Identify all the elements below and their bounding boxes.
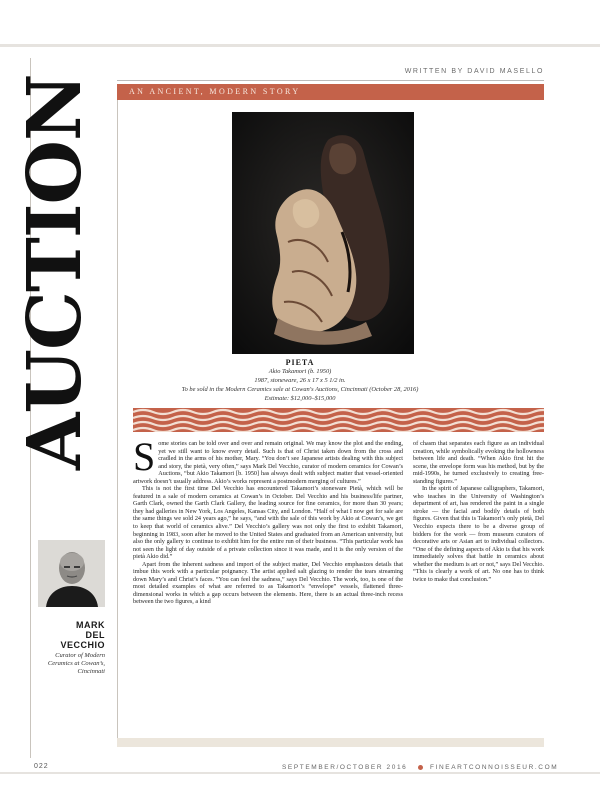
profile-name-line-2: DEL: [85, 630, 105, 640]
avatar: [38, 540, 105, 607]
artwork-title: PIETA: [285, 358, 315, 367]
decorative-wave-band: [133, 408, 544, 432]
artwork-photo: [232, 112, 414, 354]
bottom-accent-bar: [117, 738, 544, 747]
artwork-details: 1987, stoneware, 26 x 17 x 5 1/2 in.: [254, 377, 346, 384]
article-paragraph-3: Apart from the inherent sadness and import of the subject matter, Del Vecchio emphasizes details that imbue this work with a particular poignancy. The artist applied salt glazing to render the tears streaming down Mary’s and Christ’s faces. “You can feel the sadness,” says Del Vecchio. The work, too, is one of the most detailed examples of what are referred to as Takamori’s “envelope” vessels, flattened three-dimensional works in which a gap occurs between the elements. Here, there is an actual three-inch recess between the two figures, a kind: [133, 560, 403, 606]
artwork-sale: To be sold in the Modern Ceramics sale at Cowan's Auctions, Cincinnati (October 28, 2016): [181, 386, 419, 393]
byline: WRITTEN BY DAVID MASELLO: [404, 68, 544, 75]
wave-pattern: [133, 408, 544, 432]
website-link[interactable]: FINEARTCONNOISSEUR.COM: [430, 764, 559, 771]
section-title-vertical: AUCTION: [12, 74, 98, 470]
page-bottom-edge: [0, 772, 600, 774]
article-paragraph-1: Some stories can be told over and over and remain original. We may know the plot and the ending, yet we still want to know every detail. Such is that of Christ taken down from the cross and cradled in the arms of his mother, Mary. “You don’t see Japanese artists dealing with this subject and story, the pietà, very often,” says Mark Del Vecchio, curator of modern ceramics for Cowan’s Auctions, “but Akio Takamori [b. 1950] has always dealt with subject matter that vessel-oriented artwork doesn’t usually address. Akio’s works represent a postmodern merging of cultures.”: [133, 434, 403, 485]
column-rule: [117, 100, 118, 745]
article-column-right: [413, 440, 544, 730]
article-paragraph-2: This is not the first time Del Vecchio has encountered Takamori’s stoneware Pietà, which will be featured in a sale of modern ceramics at Cowan’s in October. Del Vecchio and his business/life partner, Garth Clark, owned the Garth Clark Gallery, the leading source for fine ceramics, for more than 30 years; they had galleries in New York, Los Angeles, Kansas City, and London. “Half of what I now get for sale are the same things we sold 24 years ago,” he says, “and with the sale of this work by Akio at Cowan’s, we get to keep that world of ceramics alive.” Del Vecchio’s gallery was not only the first to exhibit Takamori, beginning in 1983, soon after he moved to the United States and graduated from an American university, but also the only gallery to continue to exhibit him for the entire run of their business. “This particular work has not seen the light of day outside of a private collection since it was made, and it is the only version of the pietà Akio did.”: [133, 485, 403, 561]
byline-rule: [117, 80, 544, 81]
page-top-edge: [0, 44, 600, 47]
artwork-artist: Akio Takamori (b. 1950): [268, 368, 332, 375]
article-paragraph-5: In the spirit of Japanese calligraphers, Takamori, who teaches in the University of Washington’s department of art, has rendered the paint in a single stroke — the facial and bodily details of both figures. Given that this is Takamori’s only pietà, Del Vecchio expects there to be a diverse group of bidders for the work — from museum curators of decorative arts or Asian art to individual collectors. “One of the defining aspects of Akio is that his work immediately solves that battle in ceramics about whether the medium is art or not,” says Del Vecchio. “This is clearly a work of art. No one has to think twice to make that conclusion.”: [413, 485, 544, 583]
issue-date: SEPTEMBER/OCTOBER 2016: [282, 764, 408, 771]
drop-cap: S: [133, 434, 156, 479]
banner-title: AN ANCIENT, MODERN STORY: [129, 87, 301, 96]
article-paragraph-4: of chasm that separates each figure as an individual creation, while symbolically evoking the hollowness between life and death. “When Akio first hit the scene, the envelope form was his method, but by the mid-1990s, he turned exclusively to creating free-standing figures.”: [413, 440, 544, 485]
artwork-estimate: Estimate: $12,000–$15,000: [264, 395, 336, 402]
profile-name-line-1: MARK: [76, 620, 105, 630]
article-column-main: [133, 434, 403, 730]
profile-title: Curator of Modern Ceramics at Cowan’s, Cincinnati: [47, 652, 105, 675]
sculpture-illustration: [232, 112, 414, 354]
story-banner: [117, 84, 544, 100]
page-number: 022: [34, 763, 49, 770]
curator-portrait: [38, 540, 105, 607]
profile-name-line-3: VECCHIO: [60, 640, 105, 650]
footer-separator-dot: [418, 765, 423, 770]
